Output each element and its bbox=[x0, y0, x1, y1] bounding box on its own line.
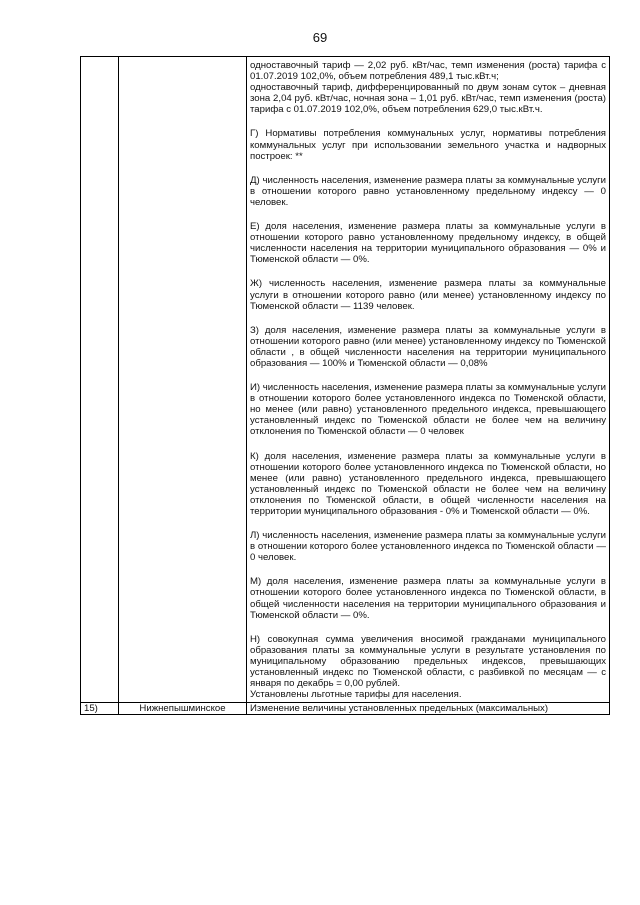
tariff-info-cell bbox=[247, 703, 610, 715]
paragraph: одноставочный тариф — 2,02 руб. кВт/час, темп изменения (роста) тарифа с 01.07.2019 102,0%, объем потребления 489,1 тыс.кВт.ч; одноставочный тариф, дифференцированный по двум зонам суток – дневная зона 2,04 руб. кВт/час, ночная зона – 1,01 руб. кВт/час, темп изменения (роста) тарифа с 01.07.2019 102,0%, объем потребления 629,0 тыс.кВт.ч. bbox=[250, 60, 606, 116]
paragraph: Е) доля населения, изменение размера платы за коммунальные услуги в отношении которого равно установленному предельному индексу, в общей численности населения на территории муниципального образования — 0% и Тюменской области — 0%. bbox=[250, 221, 606, 266]
paragraph: К) доля населения, изменение размера платы за коммунальные услуги в отношении которого более установленного индекса по Тюменской области, но менее (или равно) установленного предельного индекса, превышающего установленный индекс по Тюменской области не более чем на величину отклонения по Тюменской области, в общей численности населения на территории муниципального образования - 0% и Тюменской области — 0%. bbox=[250, 450, 606, 517]
municipal-tariff-table bbox=[80, 56, 610, 715]
row-number-cell: 15) bbox=[81, 703, 119, 715]
table-row bbox=[81, 703, 610, 715]
paragraph: М) доля населения, изменение размера платы за коммунальные услуги в отношении которого более установленного индекса по Тюменской области, в общей численности населения на территории муниципального образования и Тюменской области — 0%. bbox=[250, 576, 606, 621]
municipality-cell bbox=[119, 57, 247, 703]
paragraph: Л) численность населения, изменение размера платы за коммунальные услуги в отношении которого более установленного индекса по Тюменской области — 0 человек. bbox=[250, 530, 606, 564]
tariff-info-cell bbox=[247, 57, 610, 703]
paragraph: З) доля населения, изменение размера платы за коммунальные услуги в отношении которого равно (или менее) установленному индексу по Тюменской области , в общей численности населения на территории муниципального образования — 100% и Тюменской области — 0,08% bbox=[250, 324, 606, 369]
page-number: 69 bbox=[312, 30, 328, 45]
paragraph-list bbox=[250, 60, 606, 689]
row-number-cell bbox=[81, 57, 119, 703]
table-row bbox=[81, 57, 610, 703]
footer-note: Установлены льготные тарифы для населения. bbox=[250, 689, 462, 701]
paragraph: Изменение величины установленных предельных (максимальных) bbox=[250, 703, 549, 715]
municipality-cell: Нижнепышминское bbox=[119, 703, 247, 715]
paragraph: Г) Нормативы потребления коммунальных услуг, нормативы потребления коммунальных услуг при использовании земельного участка и надворных построек: ** bbox=[250, 128, 606, 162]
paragraph: Н) совокупная сумма увеличения вносимой гражданами муниципального образования платы за коммунальные услуги в результате установления по муниципальному образованию предельных индексов, превышающих установленный индекс по Тюменской области, с разбивкой по месяцам — с января по декабрь = 0,00 рублей. bbox=[250, 633, 606, 690]
paragraph: И) численность населения, изменение размера платы за коммунальные услуги в отношении которого более установленного индекса по Тюменской области, но менее (или равно) установленного предельного индекса, превышающего установленный индекс по Тюменской области не более чем на величину отклонения по Тюменской области — 0 человек bbox=[250, 382, 606, 438]
paragraph: Ж) численность населения, изменение размера платы за коммунальные услуги в отношении которого равно (или менее) установленному индексу по Тюменской области — 1139 человек. bbox=[250, 278, 606, 312]
paragraph: Д) численность населения, изменение размера платы за коммунальные услуги в отношении которого равно установленному предельному индексу — 0 человек. bbox=[250, 174, 606, 208]
